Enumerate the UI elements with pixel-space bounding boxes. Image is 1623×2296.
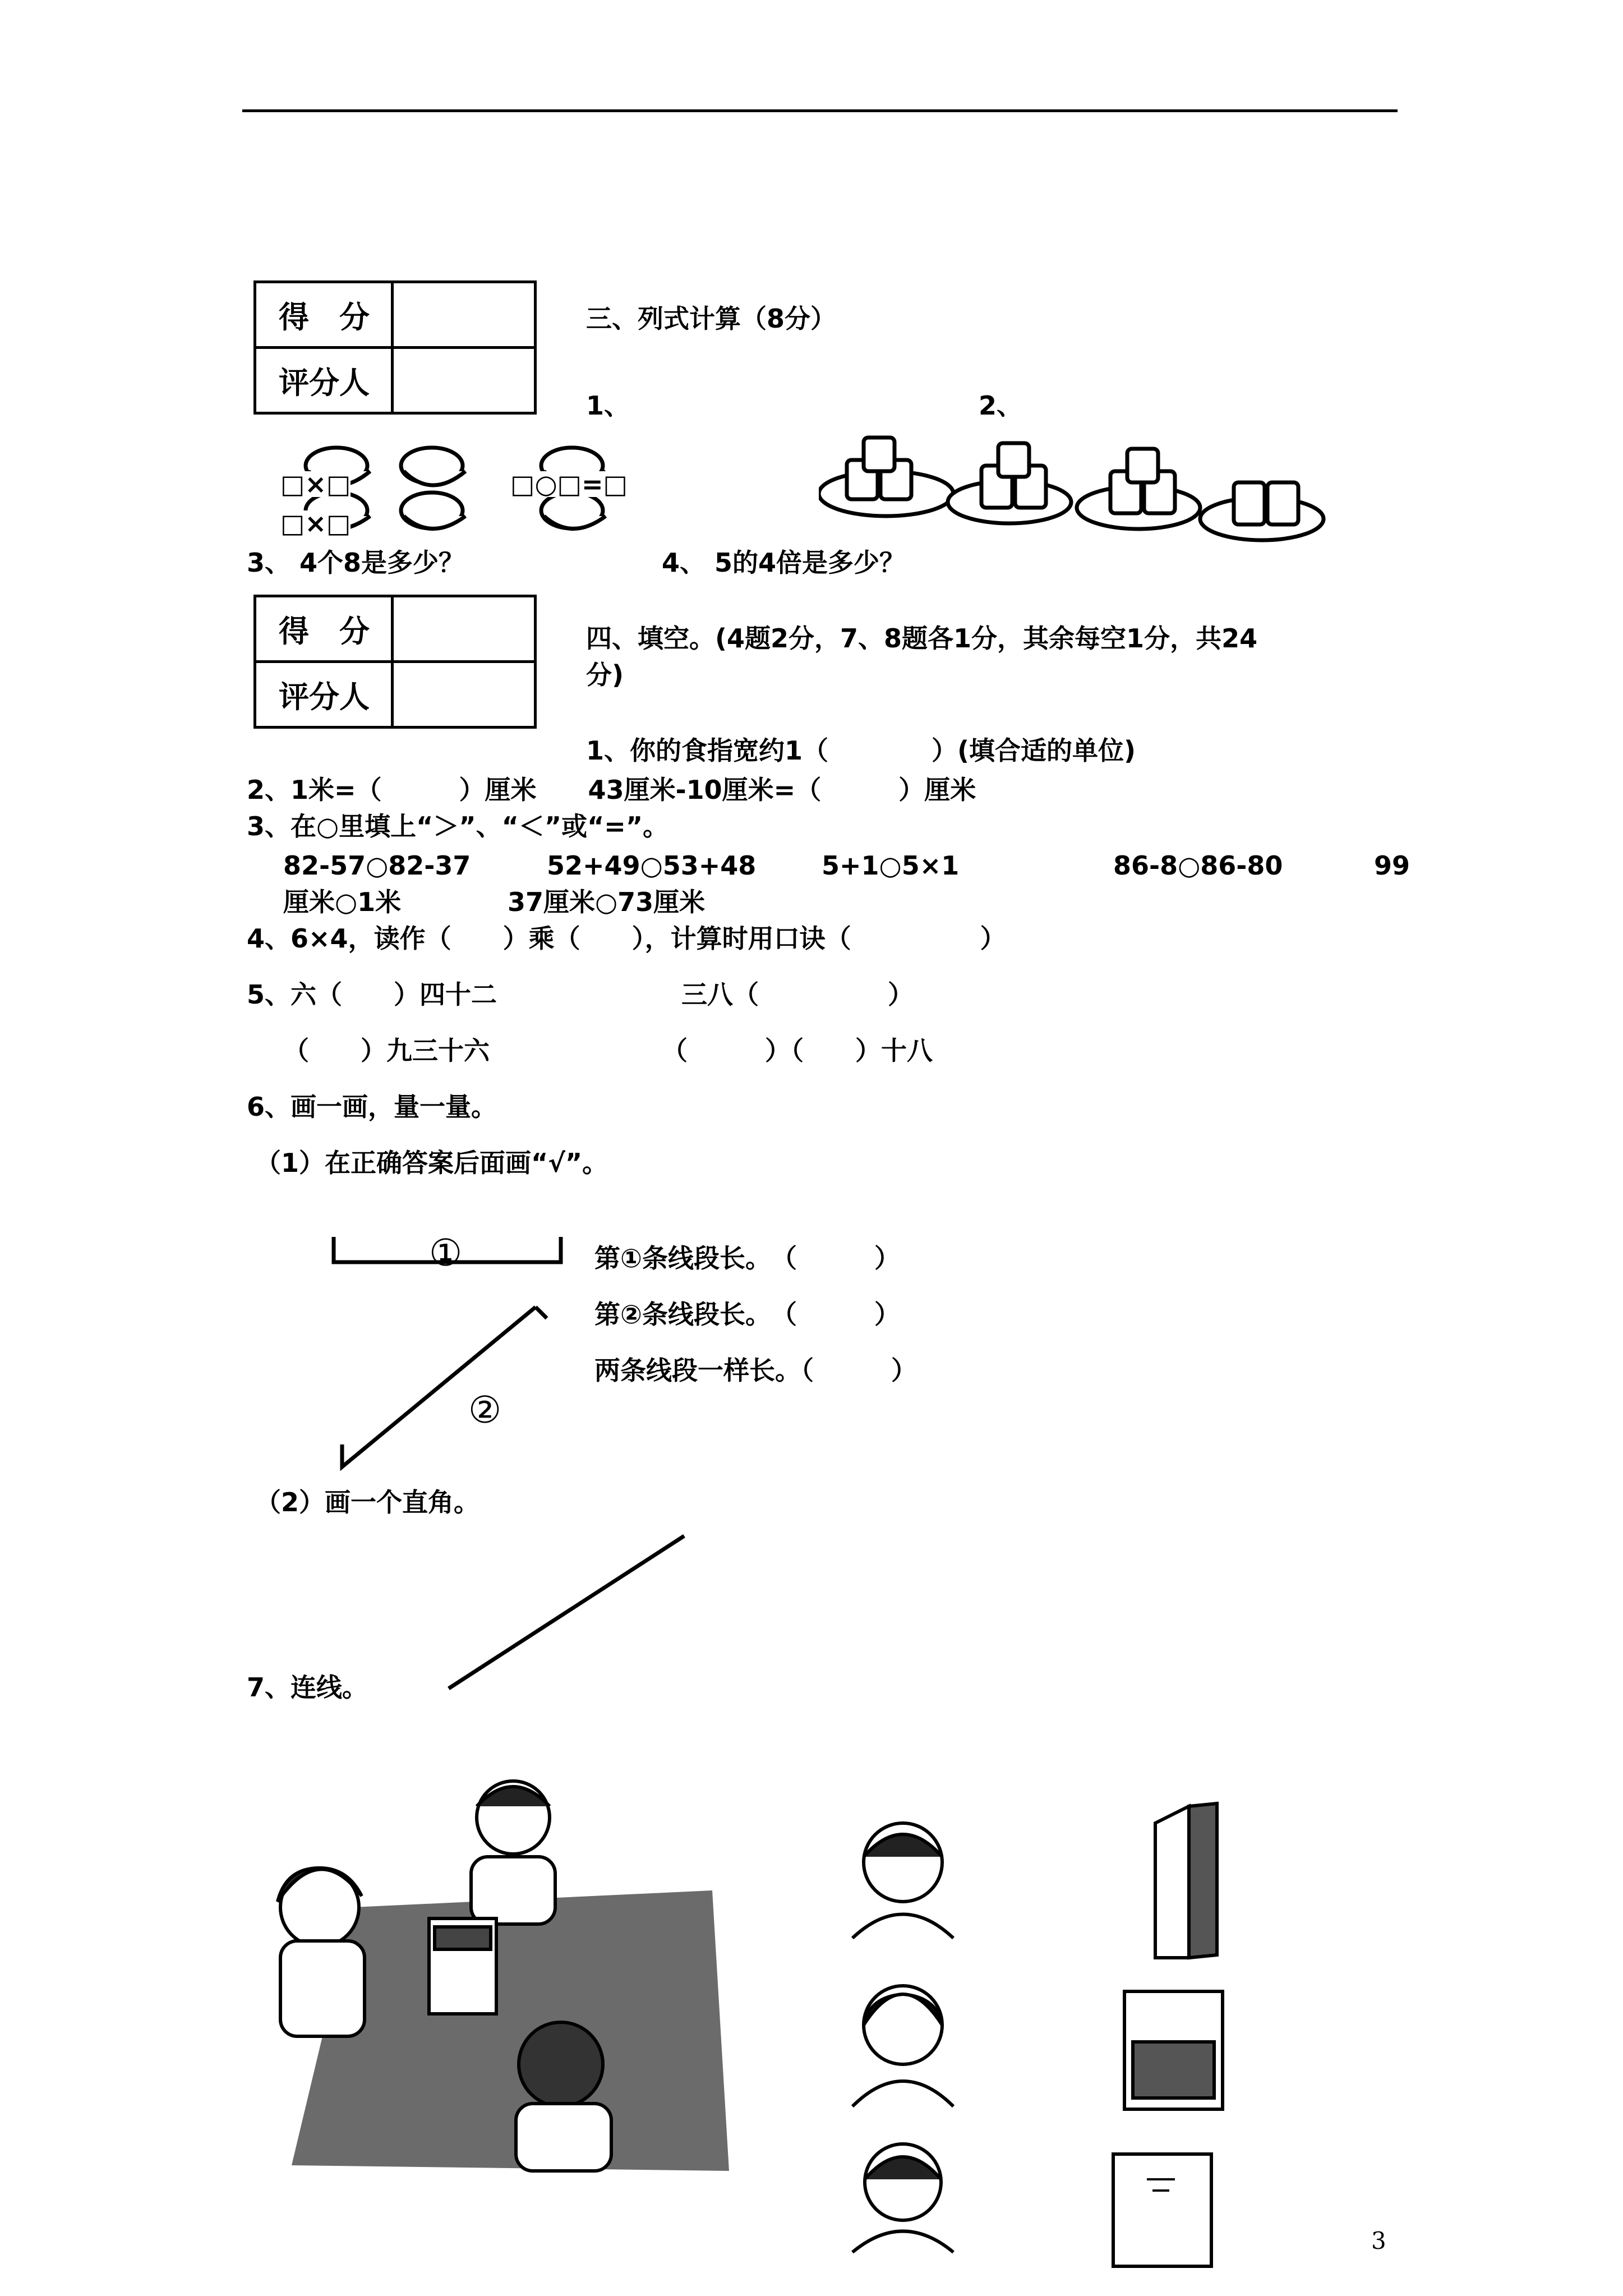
score-box-1 <box>253 280 537 415</box>
q2-label: 2、 <box>979 390 1023 421</box>
section4-title-line1: 四、填空。(4题2分，7、8题各1分，其余每空1分，共24 <box>586 623 1258 654</box>
compare-g: 37厘米○73厘米 <box>508 887 706 917</box>
option-2[interactable]: 第②条线段长。 （ ） <box>594 1299 900 1329</box>
header-rule <box>242 109 1398 112</box>
section4-title-line2: 分) <box>586 660 624 690</box>
fill-q6-2: （2）画一个直角。 <box>255 1487 480 1517</box>
score-label: 得 分 <box>255 282 393 348</box>
book-back-view <box>1108 2148 1220 2272</box>
fill-q4: 4、6×4，读作（ ）乘（ ），计算时用口诀（ ） <box>247 923 1006 954</box>
fill-q5-a: 5、六（ ）四十二 <box>247 979 497 1010</box>
compare-f: 厘米○1米 <box>283 887 402 917</box>
compare-b: 52+49○53+48 <box>547 850 757 881</box>
q4-text: 4、 5的4倍是多少？ <box>662 547 906 578</box>
fill-q6-title: 6、画一画，量一量。 <box>247 1092 497 1122</box>
compare-d: 86-8○86-80 <box>1113 850 1283 881</box>
girl-portrait <box>841 1963 970 2109</box>
fill-q1: 1、你的食指宽约1（ ）(填合适的单位) <box>586 735 1136 766</box>
score-blank[interactable] <box>393 282 536 348</box>
fill-q5-b: 三八（ ） <box>681 979 914 1010</box>
blank-formula-row2: □×□ <box>280 508 351 539</box>
compare-a: 82-57○82-37 <box>283 850 471 881</box>
fill-q5-c: （ ）九三十六 <box>283 1036 490 1066</box>
compare-e: 99 <box>1374 850 1410 881</box>
option-3[interactable]: 两条线段一样长。（ ） <box>594 1355 917 1386</box>
fill-q5-d: （ ）（ ）十八 <box>662 1036 933 1066</box>
blank-formula-mid: □○□=□ <box>510 469 628 499</box>
segment-1-label: ① <box>429 1231 463 1274</box>
option-1[interactable]: 第①条线段长。 （ ） <box>594 1243 900 1273</box>
segment-2-label: ② <box>468 1388 502 1432</box>
cups-on-plates-illustration <box>819 426 1346 550</box>
section3-title: 三、列式计算（8分） <box>586 303 837 334</box>
fill-q2: 2、1米=（ ）厘米 43厘米-10厘米=（ ）厘米 <box>247 775 976 805</box>
fill-q7: 7、连线。 <box>247 1672 368 1703</box>
grader-label: 评分人 <box>255 348 393 413</box>
compare-c: 5+1○5×1 <box>822 850 960 881</box>
children-at-table-illustration <box>247 1773 735 2177</box>
grader-blank[interactable] <box>393 348 536 413</box>
grader-blank[interactable] <box>393 662 536 728</box>
grader-label: 评分人 <box>255 662 393 728</box>
score-blank[interactable] <box>393 596 536 662</box>
book-side-view <box>1144 1795 1228 1963</box>
boy-portrait <box>841 1806 970 1941</box>
child-portrait <box>841 2126 970 2255</box>
score-label: 得 分 <box>255 596 393 662</box>
q3-text: 3、 4个8是多少？ <box>247 547 465 578</box>
blank-formula-left: □×□ <box>280 469 351 499</box>
book-front-view <box>1119 1986 1231 2115</box>
fill-q3-title: 3、在○里填上“＞”、“＜”或“=”。 <box>247 811 669 841</box>
score-box-2 <box>253 595 537 729</box>
page-number: 3 <box>1371 2227 1386 2254</box>
fill-q6-1: （1）在正确答案后面画“√”。 <box>255 1148 608 1178</box>
right-angle-ray <box>443 1531 690 1694</box>
q1-label: 1、 <box>586 390 630 421</box>
